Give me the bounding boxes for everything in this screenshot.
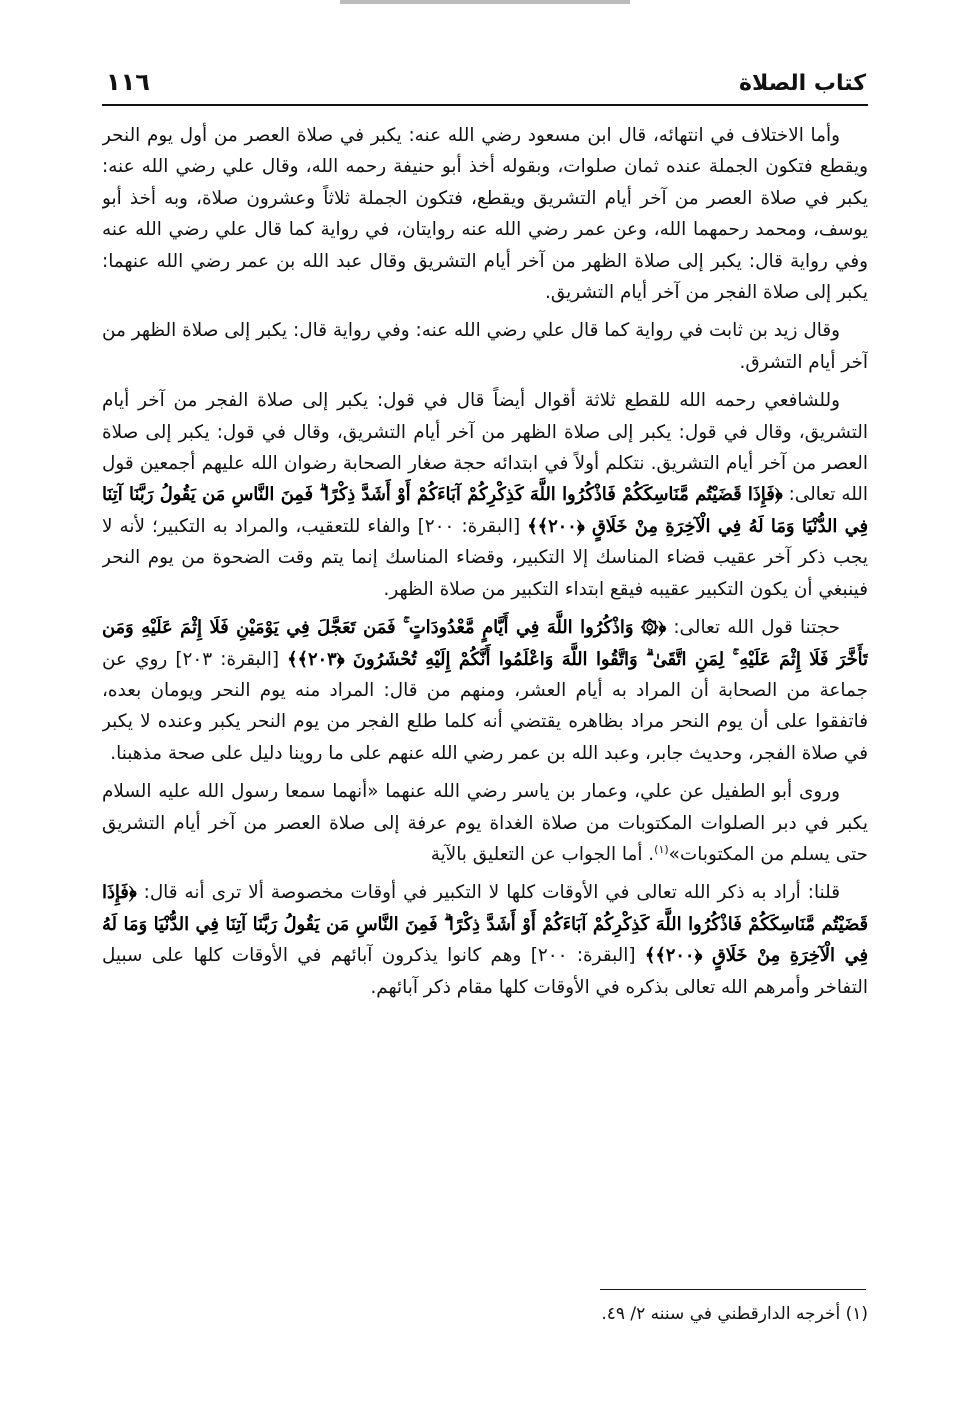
paragraph	[102, 877, 868, 1003]
chapter-title: كتاب الصلاة	[739, 71, 866, 96]
paragraph	[102, 315, 868, 378]
header-divider	[102, 104, 868, 106]
text-run: . أما الجواب عن التعليق بالآية	[430, 843, 655, 865]
quran-verse: ﴿۞ وَاذْكُرُوا اللَّهَ فِي أَيَّامٍ مَّعْدُودَاتٍ ۚ فَمَن تَعَجَّلَ فِي يَوْمَيْنِ فَلَا إِثْمَ عَلَيْهِ وَمَن تَأَخَّرَ فَلَا إِثْمَ عَلَيْهِ ۚ لِمَنِ اتَّقَىٰ ۗ وَاتَّقُوا اللَّهَ وَاعْلَمُوا أَنَّكُمْ إِلَيْهِ تُحْشَرُونَ ﴿٢٠٣﴾﴾	[102, 617, 868, 670]
text-run: وللشافعي رحمه الله للقطع ثلاثة أقوال أيضاً قال في قول: يكبر إلى صلاة الفجر من آخر أيام التشريق، وقال في قول: يكبر إلى صلاة الظهر من آخر أيام التشريق، وقال في قول: يكبر إلى صلاة العصر من آخر أيام التشريق. نتكلم أولاً في ابتدائه حجة صغار الصحابة رضوان الله عليهم أجمعين قول الله تعالى:	[102, 390, 868, 506]
page-header	[106, 56, 866, 96]
footnote-divider	[600, 1289, 866, 1290]
paragraph	[102, 776, 868, 870]
quran-verse: ﴿فَإِذَا قَضَيْتُم مَّنَاسِكَكُمْ فَاذْكُرُوا اللَّهَ كَذِكْرِكُمْ آبَاءَكُمْ أَوْ أَشَدَّ ذِكْرًا ۗ فَمِنَ النَّاسِ مَن يَقُولُ رَبَّنَا آتِنَا فِي الدُّنْيَا وَمَا لَهُ فِي الْآخِرَةِ مِنْ خَلَاقٍ ﴿٢٠٠﴾﴾	[102, 484, 868, 537]
scan-edge-mark	[340, 0, 630, 4]
text-run: [البقرة: ٢٠٠] والفاء للتعقيب، والمراد به التكبير؛ لأنه لا يجب ذكر آخر عقيب قضاء المناسك إلا التكبير، وقضاء المناسك إنما يتم وقت الضحوة من يوم النحر فينبغي أن يكون التكبير عقيبه فيقع ابتداء التكبير من صلاة الظهر.	[102, 515, 868, 600]
footnote: (١) أخرجه الدارقطني في سننه ٢/ ٤٩.	[601, 1304, 868, 1324]
text-run: [البقرة: ٢٠٠] وهم كانوا يذكرون آبائهم في الأوقات كلها على سبيل التفاخر وأمرهم الله تعالى بذكره في الأوقات كلها مقام ذكر آبائهم.	[102, 945, 868, 998]
text-run: وأما الاختلاف في انتهائه، قال ابن مسعود رضي الله عنه: يكبر في صلاة العصر من أول يوم النحر ويقطع فتكون الجملة عنده ثمان صلوات، وبقوله أخذ أبو حنيفة رحمه الله، وقال علي رضي الله عنه: يكبر في صلاة العصر من آخر أيام التشريق ويقطع، فتكون الجملة ثلاثاً وعشرون صلاة، وبه أخذ أبو يوسف، ومحمد رحمهما الله، وعن عمر رضي الله عنه روايتان، في رواية كما قال علي رضي الله عنه وفي رواية قال: يكبر إلى صلاة الظهر من آخر أيام التشريق وقال عبد الله بن عمر رضي الله عنهما: يكبر إلى صلاة الفجر من آخر أيام التشريق.	[102, 125, 868, 304]
text-run: قلنا: أراد به ذكر الله تعالى في الأوقات كلها لا التكبير في أوقات مخصوصة ألا ترى أنه قال:	[136, 882, 840, 904]
text-run: حجتنا قول الله تعالى:	[666, 617, 840, 639]
paragraph	[102, 385, 868, 605]
text-run: [البقرة: ٢٠٣] روي عن جماعة من الصحابة أن المراد به أيام العشر، ومنهم من قال: المراد منه يوم النحر ويومان بعده، فاتفقوا على أن يوم النحر مراد بظاهره يقتضي أنه كلما طلع الفجر من يوم النحر يكبر وعنده لا يكبر في صلاة الفجر، وحديث جابر، وعبد الله بن عمر رضي الله عنهم على ما روينا دليل على صحة مذهبنا.	[102, 648, 868, 764]
page-number: ١١٦	[106, 68, 150, 96]
body-text	[102, 120, 868, 1278]
footnote-marker: (١)	[654, 842, 669, 856]
quran-verse: ﴿فَإِذَا قَضَيْتُم مَّنَاسِكَكُمْ فَاذْكُرُوا اللَّهَ كَذِكْرِكُمْ آبَاءَكُمْ أَوْ أَشَدَّ ذِكْرًا ۗ فَمِنَ النَّاسِ مَن يَقُولُ رَبَّنَا آتِنَا فِي الدُّنْيَا وَمَا لَهُ فِي الْآخِرَةِ مِنْ خَلَاقٍ ﴿٢٠٠﴾﴾	[102, 882, 868, 967]
text-run: وروى أبو الطفيل عن علي، وعمار بن ياسر رضي الله عنهما «أنهما سمعا رسول الله عليه السلام يكبر في دبر الصلوات المكتوبات من صلاة الغداة يوم عرفة إلى صلاة العصر من آخر أيام التشريق حتى يسلم من المكتوبات»	[102, 781, 868, 865]
text-run: وقال زيد بن ثابت في رواية كما قال علي رضي الله عنه: وفي رواية قال: يكبر إلى صلاة الظهر من آخر أيام التشرق.	[102, 320, 868, 373]
paragraph	[102, 120, 868, 308]
paragraph	[102, 612, 868, 769]
